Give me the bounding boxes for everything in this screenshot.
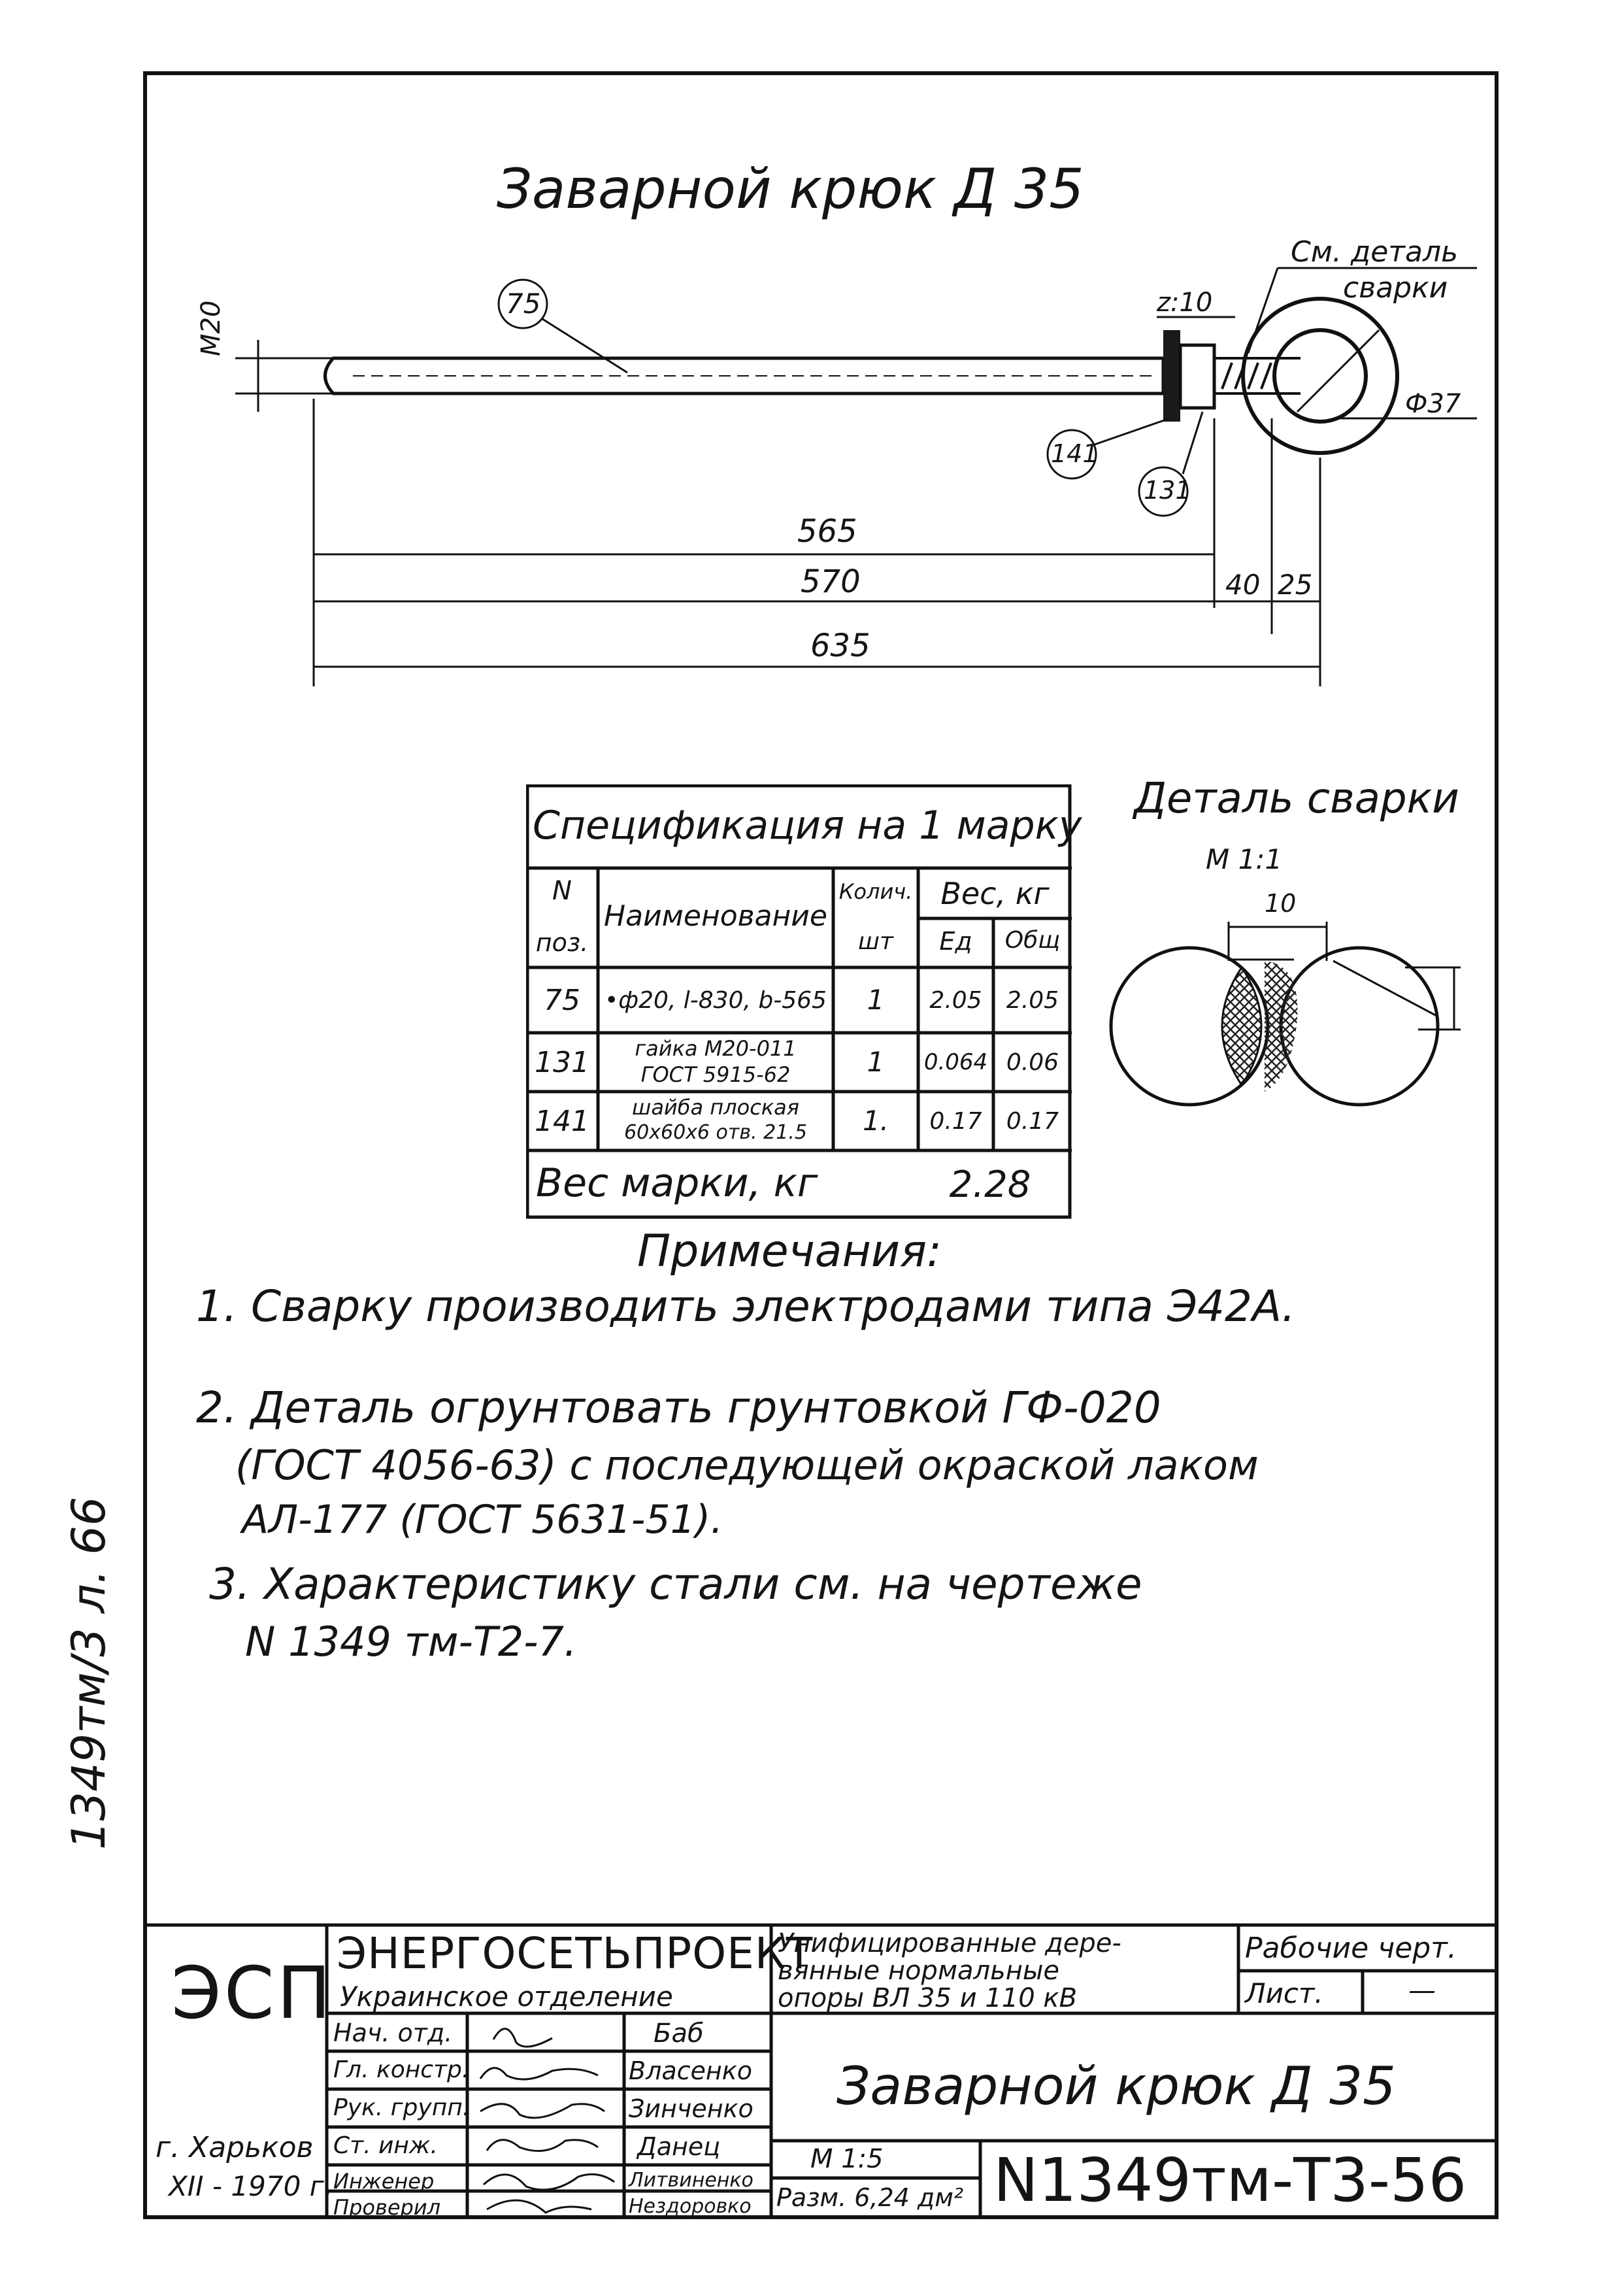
spec-total-label: Вес марки, кг: [536, 1160, 818, 1206]
spec-row-unit: 0.17: [929, 1108, 982, 1135]
spec-header-weight: Вес, кг: [940, 876, 1050, 911]
spec-title: Спецификация на 1 марку: [533, 803, 1082, 848]
role-cell: Нач. отд.: [333, 2019, 453, 2047]
project-line-2: вянные нормальные: [778, 1956, 1060, 1986]
project-line-3: опоры ВЛ 35 и 110 кВ: [778, 1983, 1078, 2013]
note-3-line-2: N 1349 тм-Т2-7.: [245, 1618, 577, 1666]
spec-row-name: •ф20, l-830, b-565: [605, 987, 827, 1014]
name-cell: Нездоровко: [629, 2195, 752, 2218]
note-3-line-1: 3. Характеристику стали см. на чертеже: [209, 1559, 1142, 1609]
city: г. Харьков: [156, 2131, 314, 2164]
drawing-title: Заварной крюк Д 35: [497, 157, 1084, 221]
note-2-line-2: (ГОСТ 4056-63) с последующей окраской лаком: [235, 1441, 1259, 1489]
see-detail-label: См. деталь: [1291, 235, 1459, 269]
dim-565: 565: [797, 513, 857, 550]
spec-row-qty: 1: [867, 984, 885, 1016]
spec-row-unit: 0.064: [923, 1049, 988, 1075]
spec-row-pos: 75: [544, 984, 580, 1017]
threaded-end: [1214, 358, 1301, 394]
spec-header-pos-2: поз.: [535, 928, 589, 957]
hook-rod: [325, 358, 1164, 394]
side-stamp: 1349тм/3 л. 66: [62, 1496, 116, 1850]
doc-type: Рабочие черт.: [1245, 1932, 1457, 1965]
notes-title: Примечания:: [637, 1226, 942, 1277]
spec-row-unit: 2.05: [929, 987, 982, 1014]
spec-header-qty: Колич.: [838, 879, 913, 904]
role-cell: Ст. инж.: [333, 2132, 438, 2159]
callout-pos-131: 131: [1144, 476, 1191, 505]
ring-diameter-label: Ф37: [1405, 389, 1461, 419]
date: XII - 1970 г.: [169, 2170, 333, 2202]
spec-row-total: 2.05: [1006, 987, 1059, 1014]
name-cell: Литвиненко: [629, 2169, 754, 2192]
note-2-line-1: 2. Деталь огрунтовать грунтовкой ГФ-020: [196, 1382, 1161, 1433]
note-2-line-3: АЛ-177 (ГОСТ 5631-51).: [242, 1497, 723, 1543]
org-name: ЭНЕРГОСЕТЬПРОЕКТ: [337, 1928, 814, 1979]
dim-40: 40: [1225, 569, 1261, 601]
dim-25: 25: [1278, 569, 1313, 601]
title-block-drawing-title: Заварной крюк Д 35: [837, 2056, 1396, 2117]
spec-table: [526, 784, 1082, 1219]
spec-row-name: шайба плоская: [632, 1095, 799, 1120]
weld-width-dim: 10: [1265, 889, 1297, 918]
washer: [1163, 330, 1180, 422]
weld-detail-title: Деталь сварки: [1134, 775, 1459, 823]
thread-label: М20: [196, 300, 226, 356]
spec-row-name-2: ГОСТ 5915-62: [640, 1062, 791, 1087]
sheet-label: Лист.: [1245, 1977, 1323, 2009]
role-cell: Проверил: [333, 2195, 441, 2220]
spec-header-name: Наименование: [604, 899, 827, 933]
weld-detail-scale: М 1:1: [1206, 843, 1283, 875]
spec-row-pos: 141: [535, 1105, 589, 1138]
spec-total-value: 2.28: [949, 1164, 1031, 1206]
dim-635: 635: [810, 628, 870, 664]
drawing-number: N1349тм-Т3-56: [993, 2145, 1467, 2215]
ratio-label: z:10: [1157, 288, 1213, 318]
role-cell: Гл. констр.: [333, 2056, 470, 2083]
spec-row-pos: 131: [535, 1046, 589, 1079]
org-dept: Украинское отделение: [340, 1981, 673, 2013]
hook-ring-inner: [1274, 330, 1366, 422]
spec-header-qty-2: шт: [858, 928, 893, 955]
note-1: 1. Сварку производить электродами типа Э42А.: [196, 1281, 1296, 1332]
project-line-1: Унифицированные дере-: [778, 1928, 1121, 1958]
callout-pos-75: 75: [506, 288, 541, 320]
spec-row-total: 0.17: [1006, 1108, 1059, 1135]
callout-pos-141: 141: [1051, 439, 1099, 468]
scale: М 1:5: [810, 2144, 884, 2174]
spec-header-pos-1: N: [552, 876, 572, 906]
spec-header-total: Общ: [1004, 927, 1061, 954]
nut: [1180, 345, 1214, 408]
spec-header-unit: Ед: [939, 927, 972, 956]
name-cell: Зинченко: [629, 2094, 754, 2123]
weld-detail-drawing: [1111, 922, 1461, 1105]
name-cell: Власенко: [629, 2056, 752, 2085]
signatures: [467, 2013, 624, 2217]
spec-row-qty: 1: [867, 1046, 885, 1078]
see-detail-label-2: сварки: [1343, 271, 1448, 305]
spec-row-name: гайка М20-011: [635, 1036, 797, 1061]
format: Разм. 6,24 дм²: [776, 2183, 964, 2212]
logo: ЭСП: [171, 1951, 334, 2035]
name-cell: Баб: [654, 2019, 704, 2049]
spec-row-name-2: 60х60х6 отв. 21.5: [624, 1121, 807, 1144]
name-cell: Данец: [637, 2132, 721, 2161]
sheet-value: —: [1408, 1974, 1436, 2006]
dim-570: 570: [801, 563, 861, 600]
spec-header-qty-1: Колич.: [918, 878, 921, 879]
spec-row-total: 0.06: [1006, 1049, 1059, 1076]
role-cell: Инженер: [333, 2169, 435, 2194]
role-cell: Рук. групп.: [333, 2094, 471, 2121]
spec-row-qty: 1.: [862, 1105, 889, 1137]
